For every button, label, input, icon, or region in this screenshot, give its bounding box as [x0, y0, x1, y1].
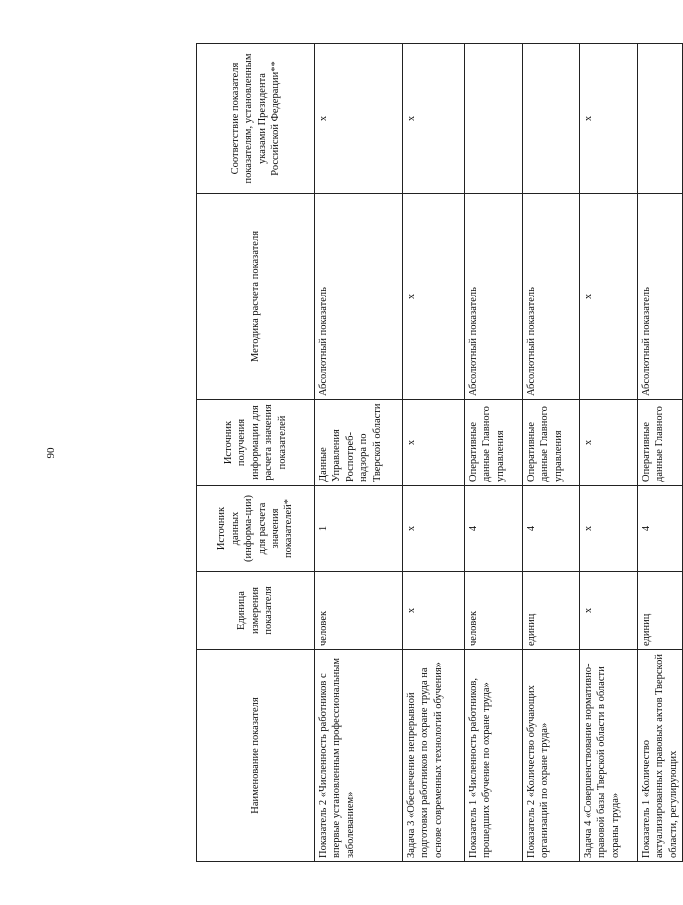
table-row	[638, 44, 683, 862]
cell-unit: x	[580, 572, 638, 650]
header-compliance: Соответствие показателя показателям, установленным указами Президента Российской Федерации**	[197, 44, 315, 194]
table-row	[403, 44, 465, 862]
rotated-table-container	[196, 44, 679, 862]
cell-method: x	[403, 194, 465, 400]
cell-compliance: x	[580, 44, 638, 194]
cell-name: Задача 3 «Обеспечение непрерывной подготовки работников по охране труда на основе современных технологий обучения»	[403, 650, 465, 862]
cell-method: Абсолютный показатель	[465, 194, 523, 400]
cell-unit: единиц	[523, 572, 580, 650]
header-info-source: Источник получения информации для расчета значения показателей	[197, 400, 315, 486]
cell-data-source: x	[403, 486, 465, 572]
page-number: 90	[45, 447, 57, 459]
header-indicator-name: Наименование показателя	[197, 650, 315, 862]
cell-name: Показатель 1 «Численность работников, прошедших обучение по охране труда»	[465, 650, 523, 862]
cell-info-source: Оперативные данные Главного управления	[465, 400, 523, 486]
table-header-row	[197, 44, 315, 862]
cell-method: Абсолютный показатель	[523, 194, 580, 400]
header-data-source: Источник данных (информа-ции) для расчета значения показателей*	[197, 486, 315, 572]
table-row	[523, 44, 580, 862]
cell-info-source: x	[403, 400, 465, 486]
cell-method: Абсолютный показатель	[638, 194, 683, 400]
cell-data-source: 4	[638, 486, 683, 572]
cell-info-source: x	[580, 400, 638, 486]
cell-unit: человек	[315, 572, 403, 650]
cell-info-source: Оперативные данные Главного управления	[523, 400, 580, 486]
cell-data-source: 1	[315, 486, 403, 572]
table-row	[580, 44, 638, 862]
cell-name: Задача 4 «Совершенствование нормативно-правовой базы Тверской области в области охраны труда»	[580, 650, 638, 862]
cell-compliance	[523, 44, 580, 194]
cell-compliance	[465, 44, 523, 194]
cell-data-source: 4	[523, 486, 580, 572]
cell-name: Показатель 1 «Количество актуализированных правовых актов Тверской области, регулирующих	[638, 650, 683, 862]
cell-data-source: 4	[465, 486, 523, 572]
header-unit: Единица измерения показателя	[197, 572, 315, 650]
cell-compliance	[638, 44, 683, 194]
cell-info-source: Данные Управления Роспотреб-надзора по Тверской области	[315, 400, 403, 486]
header-method: Методика расчета показателя	[197, 194, 315, 400]
cell-name: Показатель 2 «Количество обучающих организаций по охране труда»	[523, 650, 580, 862]
cell-compliance: x	[315, 44, 403, 194]
cell-compliance: x	[403, 44, 465, 194]
cell-unit: x	[403, 572, 465, 650]
cell-unit: единиц	[638, 572, 683, 650]
cell-method: x	[580, 194, 638, 400]
cell-name: Показатель 2 «Численность работников с впервые установленным профессиональным заболеванием»	[315, 650, 403, 862]
cell-method: Абсолютный показатель	[315, 194, 403, 400]
cell-unit: человек	[465, 572, 523, 650]
table-row	[465, 44, 523, 862]
cell-info-source: Оперативные данные Главного	[638, 400, 683, 486]
indicators-table	[196, 43, 683, 862]
table-row	[315, 44, 403, 862]
cell-data-source: x	[580, 486, 638, 572]
